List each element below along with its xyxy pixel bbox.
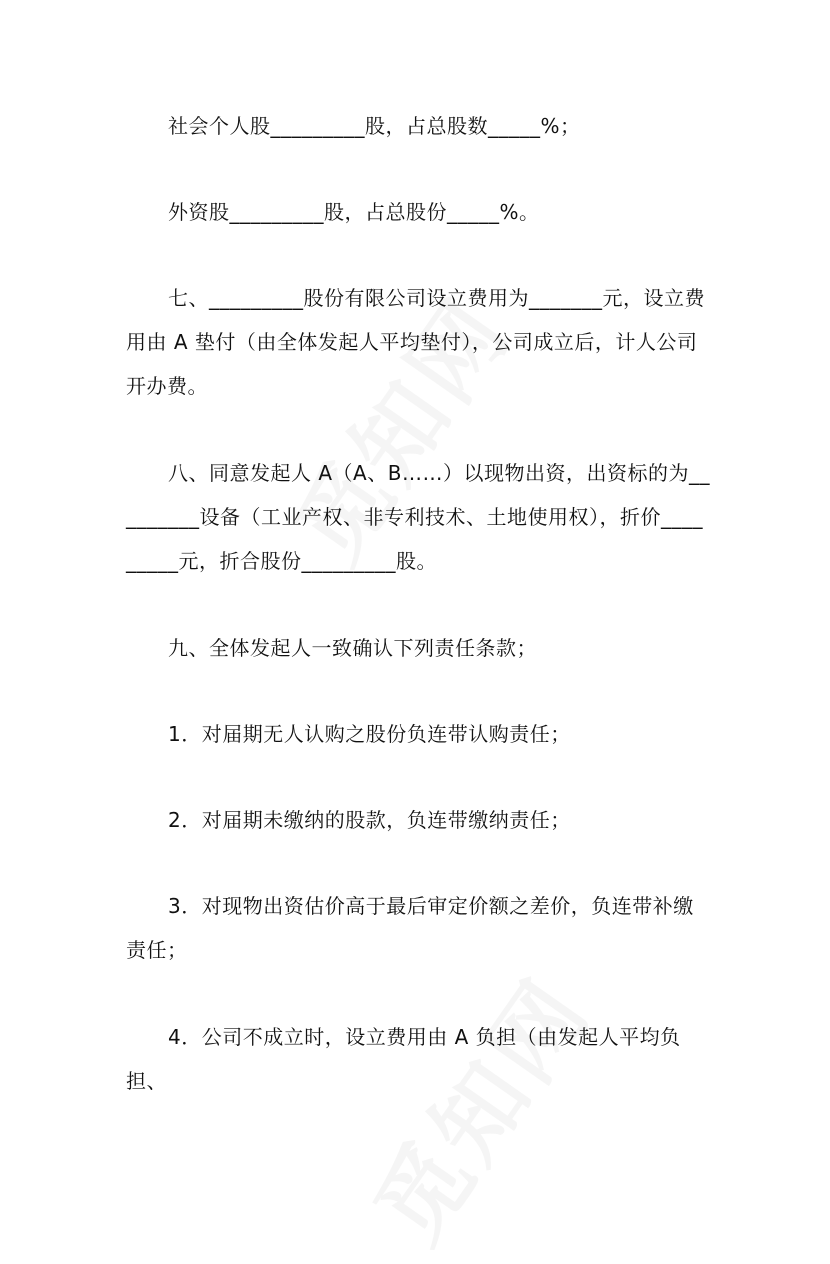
paragraph-text: 八、同意发起人 A（A、B……）以现物出资，出资标的为_________设备（工业产权、非专利技术、土地使用权），折价_________元，折合股份_________股。 xyxy=(126,461,710,573)
paragraph-clause-7 xyxy=(126,276,710,408)
paragraph-text: 九、全体发起人一致确认下列责任条款； xyxy=(168,636,537,660)
paragraph-social-shares xyxy=(126,104,710,148)
paragraph-item-4 xyxy=(126,1015,710,1103)
paragraph-text: 3．对现物出资估价高于最后审定价额之差价，负连带补缴责任； xyxy=(126,894,694,962)
paragraph-text: 七、_________股份有限公司设立费用为_______元，设立费用由 A 垫付（由全体发起人平均垫付），公司成立后，计人公司开办费。 xyxy=(126,286,705,398)
paragraph-text: 外资股_________股，占总股份_____%。 xyxy=(168,200,540,224)
paragraph-text: 社会个人股_________股，占总股数_____%； xyxy=(168,114,581,138)
paragraph-text: 2．对届期未缴纳的股款，负连带缴纳责任； xyxy=(168,808,571,832)
paragraph-item-2 xyxy=(126,798,710,842)
paragraph-foreign-shares xyxy=(126,190,710,234)
paragraph-item-1 xyxy=(126,712,710,756)
paragraph-text: 4．公司不成立时，设立费用由 A 负担（由发起人平均负担、 xyxy=(126,1025,681,1093)
paragraph-clause-8 xyxy=(126,451,710,583)
watermark xyxy=(339,948,616,1264)
paragraph-clause-9 xyxy=(126,626,710,670)
paragraph-text: 1．对届期无人认购之股份负连带认购责任； xyxy=(168,722,571,746)
paragraph-item-3 xyxy=(126,884,710,972)
